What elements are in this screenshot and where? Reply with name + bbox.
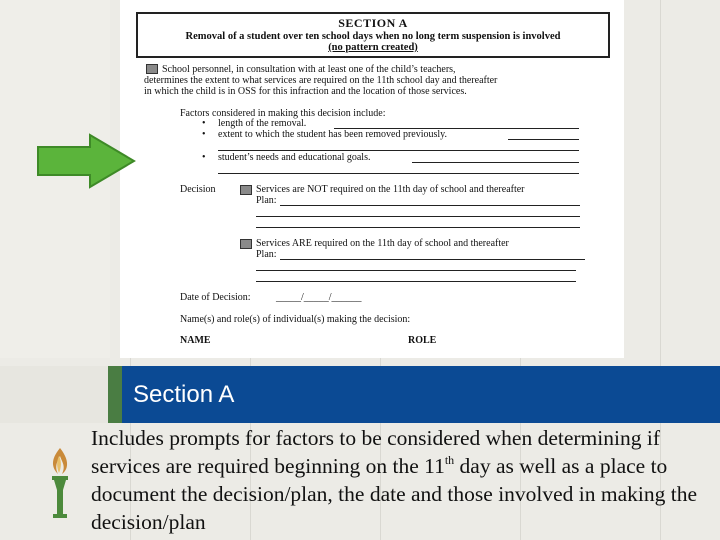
column-role: ROLE: [408, 335, 437, 346]
factors-intro: Factors considered in making this decision include:: [180, 108, 386, 119]
decision-label: Decision: [180, 184, 216, 195]
bullet: •: [202, 118, 206, 129]
factor-3: student’s needs and educational goals.: [218, 152, 371, 163]
section-banner: [0, 366, 720, 423]
option-not-required: Services are NOT required on the 11th day of school and thereafter: [256, 184, 525, 195]
description-superscript: th: [444, 453, 455, 467]
date-label: Date of Decision:: [180, 292, 251, 303]
checkbox-school-personnel: [146, 64, 158, 74]
intro-line-1: School personnel, in consultation with at least one of the child’s teachers,: [162, 64, 456, 75]
green-right-arrow-icon: [36, 133, 136, 194]
option-required-plan: Plan:: [256, 249, 277, 260]
intro-line-3: in which the child is in OSS for this infraction and the location of those services.: [144, 86, 467, 97]
banner-lead-block: [0, 366, 109, 423]
option-required: Services ARE required on the 11th day of school and thereafter: [256, 238, 509, 249]
plan-line: [280, 205, 580, 206]
blank-line: [218, 173, 579, 174]
option-not-required-plan: Plan:: [256, 195, 277, 206]
banner-title: Section A: [133, 381, 235, 408]
factor-1: length of the removal.: [218, 118, 307, 129]
names-label: Name(s) and role(s) of individual(s) making the decision:: [180, 314, 411, 325]
column-name: NAME: [180, 335, 211, 346]
plan-line: [256, 216, 580, 217]
plan-line: [280, 259, 585, 260]
section-title: SECTION A: [338, 16, 408, 30]
plan-line: [256, 227, 580, 228]
factor-2-line: [508, 139, 579, 140]
description-part-2: day as well as a place to document the decision/plan, the date and those involved in making the decision/plan: [91, 454, 698, 534]
intro-line-2: determines the extent to what services are required on the 11th school day and thereafter: [144, 75, 498, 86]
description-part-1: Includes prompts for factors to be considered when determining if services are required beginning on the 11: [91, 426, 660, 478]
scanned-form-image: [120, 0, 624, 358]
plan-line: [256, 270, 576, 271]
date-blanks: _____/_____/______: [276, 292, 362, 303]
bullet: •: [202, 129, 206, 140]
section-description: [91, 424, 711, 536]
checkbox-required: [240, 239, 252, 249]
torch-logo-icon: [46, 446, 74, 527]
factor-2: extent to which the student has been removed previously.: [218, 129, 448, 140]
form-subheading: (no pattern created): [328, 42, 418, 53]
plan-line: [256, 281, 576, 282]
bullet: •: [202, 152, 206, 163]
blank-line: [218, 150, 579, 151]
checkbox-not-required: [240, 185, 252, 195]
form-header-box: [136, 12, 610, 58]
factor-3-line: [412, 162, 579, 163]
form-heading: Removal of a student over ten school days when no long term suspension is involved: [185, 31, 561, 42]
banner-green-tab: [108, 366, 122, 423]
